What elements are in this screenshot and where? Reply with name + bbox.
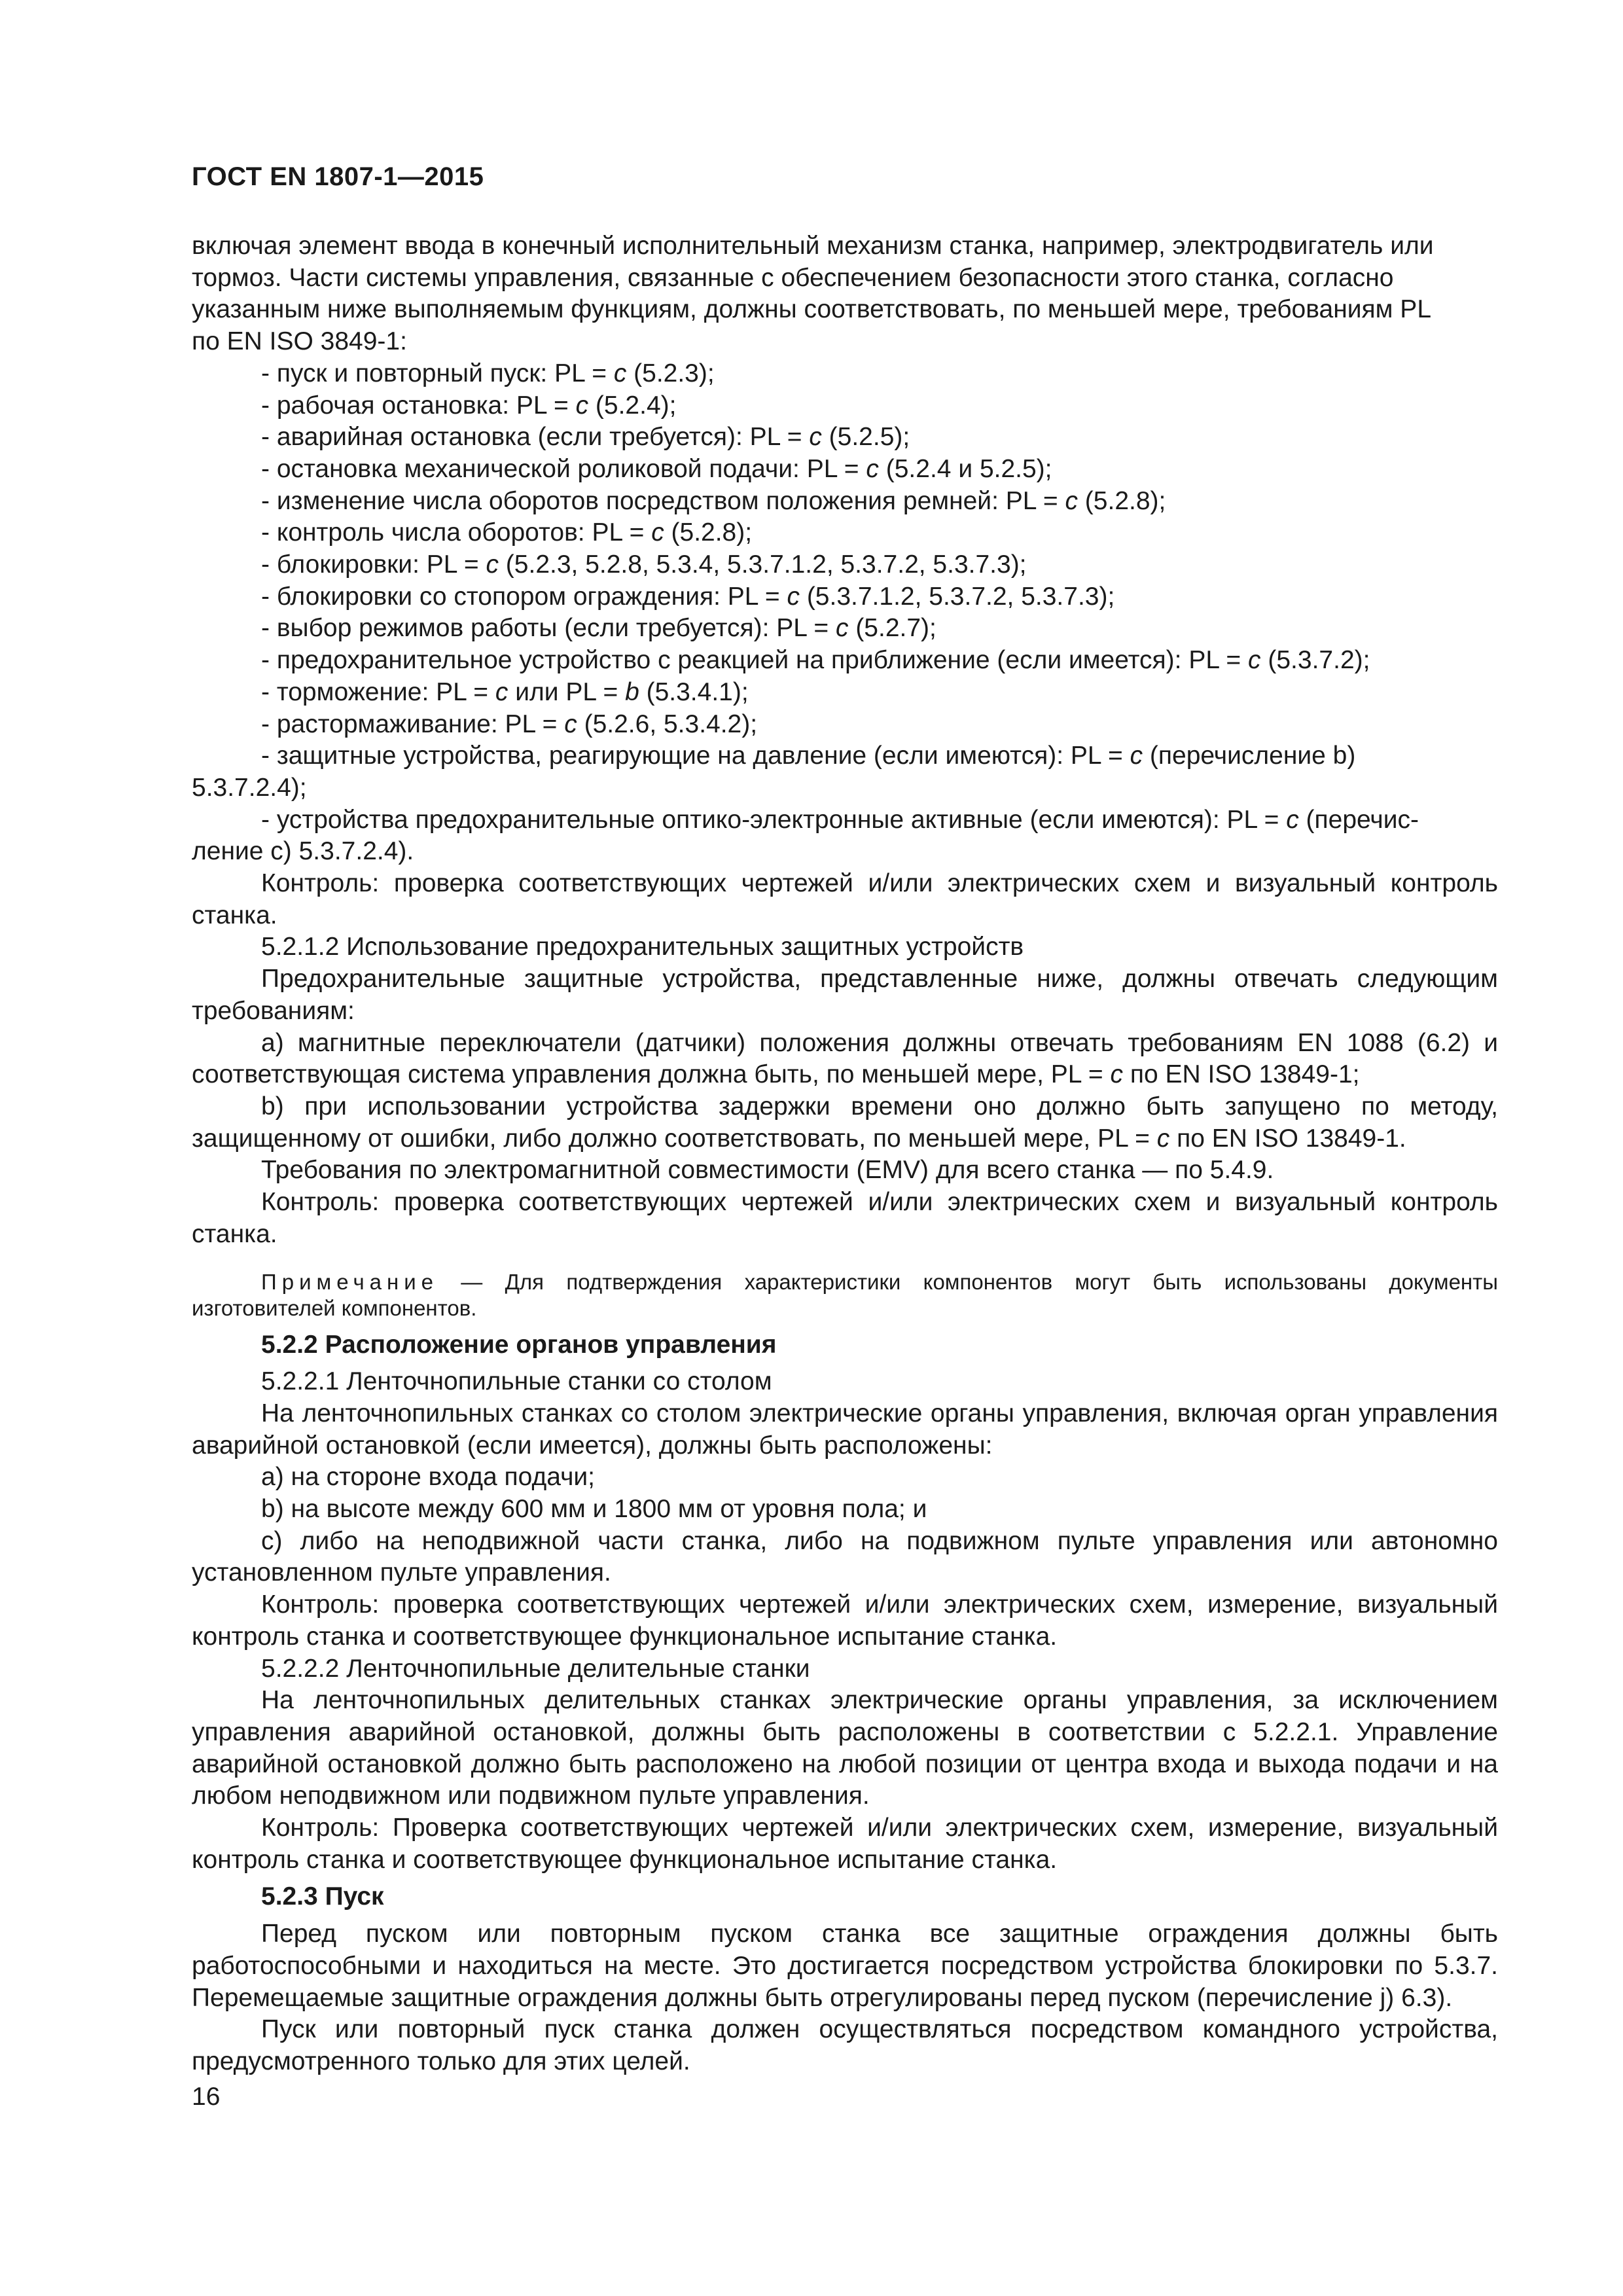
section-5-2-2-1-text: На ленточнопильных станках со столом электрические органы управления, включая орган управления аварийной остановкой (если имеется), должны быть расположены: <box>192 1399 1498 1460</box>
emv-paragraph: Требования по электромагнитной совместимости (EMV) для всего станка — по 5.4.9. <box>261 1156 1274 1185</box>
list-item: - изменение числа оборотов посредством положения ремней: PL = c (5.2.8); <box>261 486 1166 515</box>
list-item: - блокировки со стопором ограждения: PL = c (5.3.7.1.2, 5.3.7.2, 5.3.7.3); <box>261 582 1115 611</box>
list-item-b: b) на высоте между 600 мм и 1800 мм от уровня пола; и <box>261 1495 927 1524</box>
page-number: 16 <box>192 2083 221 2111</box>
list-item: - аварийная остановка (если требуется): PL = c (5.2.5); <box>261 423 910 452</box>
list-item: - блокировки: PL = c (5.2.3, 5.2.8, 5.3.4, 5.3.7.1.2, 5.3.7.2, 5.3.7.3); <box>261 550 1027 579</box>
section-5-2-2-2-text: На ленточнопильных делительных станках электрические органы управления, за исключением управления аварийной остановкой, должны быть расположены в соответствии с 5.2.2.1. Управление аварийной остановкой должно быть расположено на любой позиции от центра входа и выхода подачи и на любом неподвижном или подвижном пульте управления. <box>192 1686 1498 1810</box>
section-5-2-2-title: 5.2.2 Расположение органов управления <box>261 1330 777 1359</box>
section-5-2-1-2-title: 5.2.1.2 Использование предохранительных защитных устройств <box>261 933 1024 961</box>
intro-line: включая элемент ввода в конечный исполнительный механизм станка, например, электродвигатель или <box>192 232 1434 260</box>
note-text: — Для подтверждения характеристики компонентов могут быть использованы документы изготовителей компонентов. <box>192 1269 1498 1320</box>
list-item: - рабочая остановка: PL = c (5.2.4); <box>261 391 677 420</box>
section-5-2-2-2-title: 5.2.2.2 Ленточнопильные делительные станки <box>261 1654 810 1683</box>
intro-line: по EN ISO 3849-1: <box>192 327 407 356</box>
page-content <box>192 230 1498 2078</box>
list-item-b: b) при использовании устройства задержки времени оно должно быть запущено по методу, защищенному от ошибки, либо должно соответствовать, по меньшей мере, PL = c по EN ISO 13849-1. <box>192 1092 1498 1153</box>
control-paragraph: Контроль: Проверка соответствующих чертежей и/или электрических схем, измерение, визуальный контроль станка и соответствующее функциональное испытание станка. <box>192 1814 1498 1874</box>
list-item-c: c) либо на неподвижной части станка, либо на подвижном пульте управления или автономно установленном пульте управления. <box>192 1526 1498 1587</box>
list-item: - контроль числа оборотов: PL = c (5.2.8); <box>261 518 753 547</box>
section-5-2-3-paragraph: Перед пуском или повторным пуском станка все защитные ограждения должны быть работоспособными и находиться на месте. Это достигается посредством устройства блокировки по 5.3.7. Перемещаемые защитные ограждения должны быть отрегулированы перед пуском (перечисление j) 6.3). <box>192 1920 1498 2012</box>
note-label: Примечание <box>261 1269 439 1294</box>
list-item-pressure: - защитные устройства, реагирующие на давление (если имеются): PL = c (перечисление b) 5.3.7.2.4); <box>192 742 1356 802</box>
section-5-2-1-2-intro: Предохранительные защитные устройства, представленные ниже, должны отвечать следующим требованиям: <box>192 965 1498 1025</box>
list-item-a: a) на стороне входа подачи; <box>261 1463 596 1492</box>
list-item: - остановка механической роликовой подачи: PL = c (5.2.4 и 5.2.5); <box>261 454 1052 483</box>
list-item-release: - растормаживание: PL = c (5.2.6, 5.3.4.2); <box>261 709 758 738</box>
list-item: - пуск и повторный пуск: PL = c (5.2.3); <box>261 359 715 387</box>
list-item-optic: - устройства предохранительные оптико-электронные активные (если имеются): PL = c (перечис- ление c) 5.3.7.2.4). <box>192 805 1419 866</box>
list-item: - предохранительное устройство с реакцией на приближение (если имеется): PL = c (5.3.7.2); <box>261 646 1370 675</box>
section-5-2-3-paragraph: Пуск или повторный пуск станка должен осуществляться посредством командного устройства, предусмотренного только для этих целей. <box>192 2015 1498 2075</box>
control-paragraph: Контроль: проверка соответствующих чертежей и/или электрических схем, измерение, визуальный контроль станка и соответствующее функциональное испытание станка. <box>192 1590 1498 1651</box>
document-header: ГОСТ EN 1807-1—2015 <box>192 162 484 191</box>
section-5-2-2-1-title: 5.2.2.1 Ленточнопильные станки со столом <box>261 1367 772 1396</box>
intro-line: тормоз. Части системы управления, связанные с обеспечением безопасности этого станка, согласно <box>192 263 1394 292</box>
intro-line: указанным ниже выполняемым функциям, должны соответствовать, по меньшей мере, требованиям PL <box>192 295 1432 324</box>
functions-list <box>192 358 1498 868</box>
list-item-a: a) магнитные переключатели (датчики) положения должны отвечать требованиям EN 1088 (6.2) и соответствующая система управления должна быть, по меньшей мере, PL = c по EN ISO 13849-1; <box>192 1028 1498 1089</box>
list-item-braking: - торможение: PL = c или PL = b (5.3.4.1); <box>261 677 749 706</box>
note <box>192 1269 1498 1321</box>
section-5-2-3-title: 5.2.3 Пуск <box>261 1882 384 1911</box>
control-paragraph: Контроль: проверка соответствующих чертежей и/или электрических схем и визуальный контроль станка. <box>192 869 1498 929</box>
list-item: - выбор режимов работы (если требуется): PL = c (5.2.7); <box>261 614 936 643</box>
control-paragraph: Контроль: проверка соответствующих чертежей и/или электрических схем и визуальный контроль станка. <box>192 1188 1498 1248</box>
